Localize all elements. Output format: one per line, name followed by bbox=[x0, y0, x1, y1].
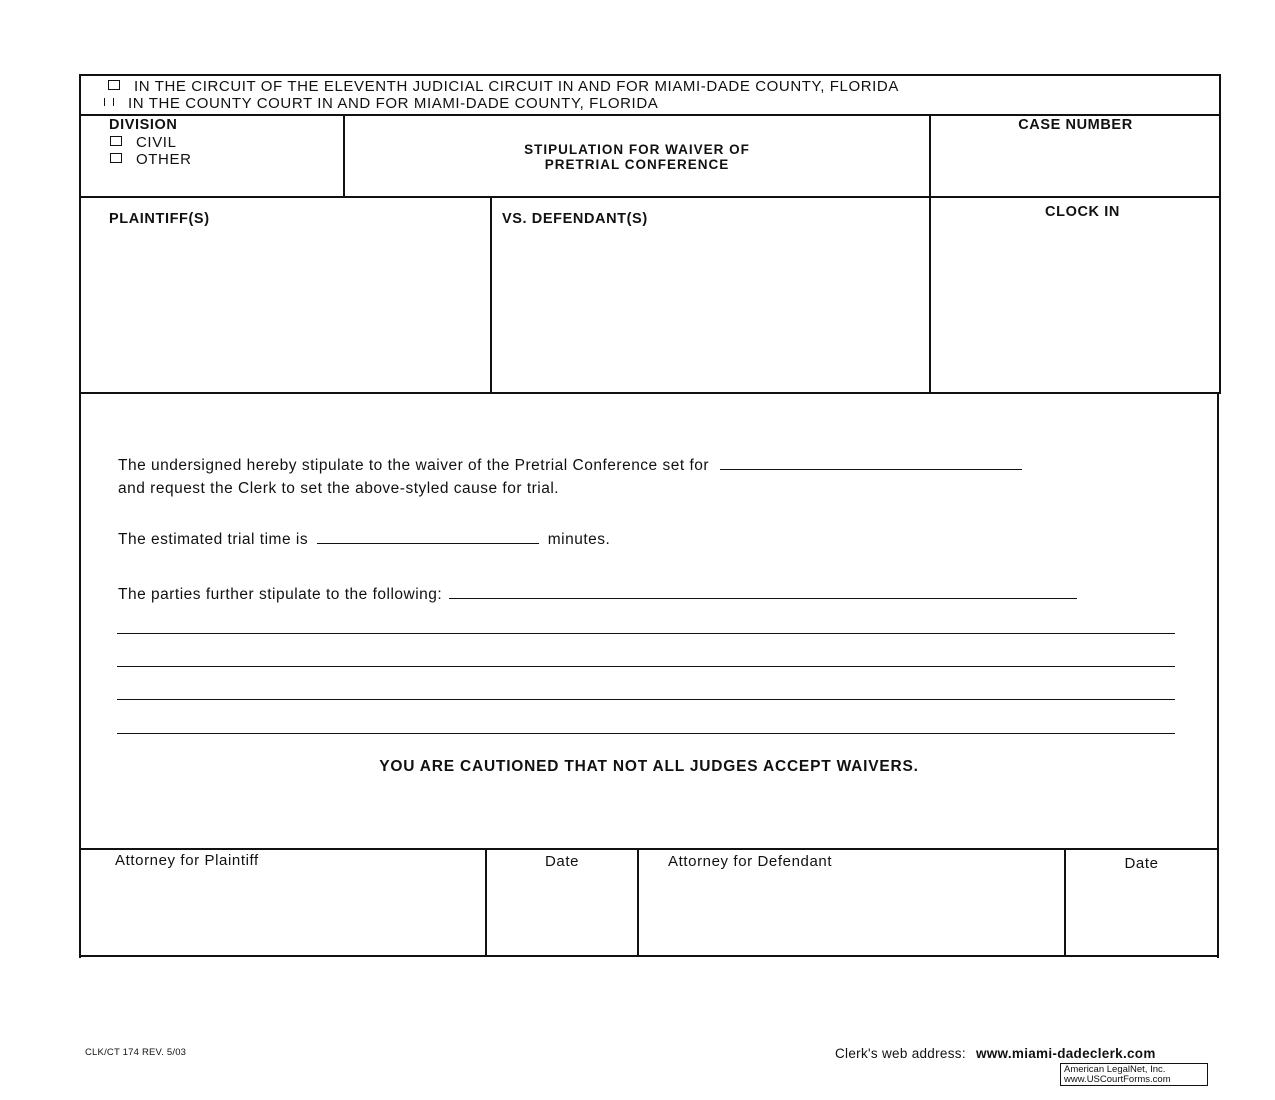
body-left-border bbox=[79, 393, 81, 958]
header-divider-1 bbox=[79, 114, 1221, 116]
form-title-line1: STIPULATION FOR WAIVER OF bbox=[524, 142, 750, 157]
stipulation-blank-line-4[interactable] bbox=[117, 733, 1175, 734]
case-number-label: CASE NUMBER bbox=[1018, 117, 1133, 133]
checkbox-other[interactable] bbox=[110, 153, 122, 163]
division-label: DIVISION bbox=[109, 117, 178, 133]
signature-bottom-rule bbox=[79, 955, 1219, 957]
trial-time-line bbox=[118, 529, 610, 549]
date-label-plaintiff: Date bbox=[544, 853, 580, 870]
clerk-web-label: Clerk's web address: bbox=[835, 1046, 966, 1061]
plaintiff-label: PLAINTIFF(S) bbox=[109, 211, 210, 227]
stipulation-paragraph-line2: and request the Clerk to set the above-styled cause for trial. bbox=[118, 480, 560, 497]
plaintiff-divider bbox=[490, 196, 492, 394]
defendant-date-field[interactable] bbox=[1067, 875, 1215, 953]
pretrial-date-field[interactable] bbox=[720, 455, 1022, 470]
stamp-line-1: American LegalNet, Inc. bbox=[1064, 1064, 1166, 1075]
clock-in-label: CLOCK IN bbox=[1045, 204, 1120, 220]
attorney-defendant-label: Attorney for Defendant bbox=[668, 853, 833, 870]
caution-notice: YOU ARE CAUTIONED THAT NOT ALL JUDGES ACCEPT WAIVERS. bbox=[379, 758, 919, 775]
clerk-web-address bbox=[835, 1046, 1156, 1061]
court-option-county-label: IN THE COUNTY COURT IN AND FOR MIAMI-DADE COUNTY, FLORIDA bbox=[128, 95, 659, 112]
attorney-defendant-signature-field[interactable] bbox=[640, 875, 1062, 953]
stamp-line-2: www.USCourtForms.com bbox=[1064, 1074, 1171, 1085]
defendant-label: VS. DEFENDANT(S) bbox=[502, 211, 648, 227]
trial-time-prefix: The estimated trial time is bbox=[118, 531, 309, 548]
plaintiff-date-field[interactable] bbox=[488, 875, 635, 953]
further-stipulate-line bbox=[118, 584, 1077, 604]
attorney-plaintiff-label: Attorney for Plaintiff bbox=[115, 852, 259, 869]
stipulation-blank-line-1[interactable] bbox=[117, 633, 1175, 634]
stipulation-blank-line-2[interactable] bbox=[117, 666, 1175, 667]
header-divider-2 bbox=[79, 196, 1221, 198]
division-option-other-label: OTHER bbox=[136, 151, 192, 168]
further-stipulate-text: The parties further stipulate to the following: bbox=[118, 586, 443, 603]
stipulation-text-1: The undersigned hereby stipulate to the waiver of the Pretrial Conference set for bbox=[118, 457, 710, 474]
form-code: CLK/CT 174 REV. 5/03 bbox=[85, 1047, 187, 1058]
court-option-circuit[interactable] bbox=[108, 78, 899, 95]
signature-divider-2 bbox=[637, 848, 639, 956]
court-option-county[interactable] bbox=[104, 95, 658, 112]
signature-top-rule bbox=[79, 848, 1219, 850]
clerk-web-url[interactable]: www.miami-dadeclerk.com bbox=[975, 1046, 1156, 1061]
checkbox-civil[interactable] bbox=[110, 136, 122, 146]
division-option-civil-label: CIVIL bbox=[136, 134, 177, 151]
date-label-defendant: Date bbox=[1124, 855, 1159, 872]
legalnet-stamp bbox=[1060, 1063, 1208, 1086]
court-option-circuit-label: IN THE CIRCUIT OF THE ELEVENTH JUDICIAL CIRCUIT IN AND FOR MIAMI-DADE COUNTY, FLORIDA bbox=[134, 78, 899, 95]
division-option-civil[interactable] bbox=[110, 134, 177, 151]
stipulation-paragraph-line1 bbox=[118, 455, 1022, 475]
division-option-other[interactable] bbox=[110, 151, 192, 168]
checkbox-circuit[interactable] bbox=[108, 80, 120, 90]
form-title-line2: PRETRIAL CONFERENCE bbox=[544, 157, 730, 172]
trial-time-suffix: minutes. bbox=[547, 531, 611, 548]
body-right-border bbox=[1217, 393, 1219, 958]
trial-time-field[interactable] bbox=[317, 529, 539, 544]
attorney-plaintiff-signature-field[interactable] bbox=[81, 875, 483, 953]
stipulation-blank-line-3[interactable] bbox=[117, 699, 1175, 700]
checkbox-county[interactable] bbox=[104, 98, 114, 106]
further-stipulate-field[interactable] bbox=[449, 584, 1077, 599]
